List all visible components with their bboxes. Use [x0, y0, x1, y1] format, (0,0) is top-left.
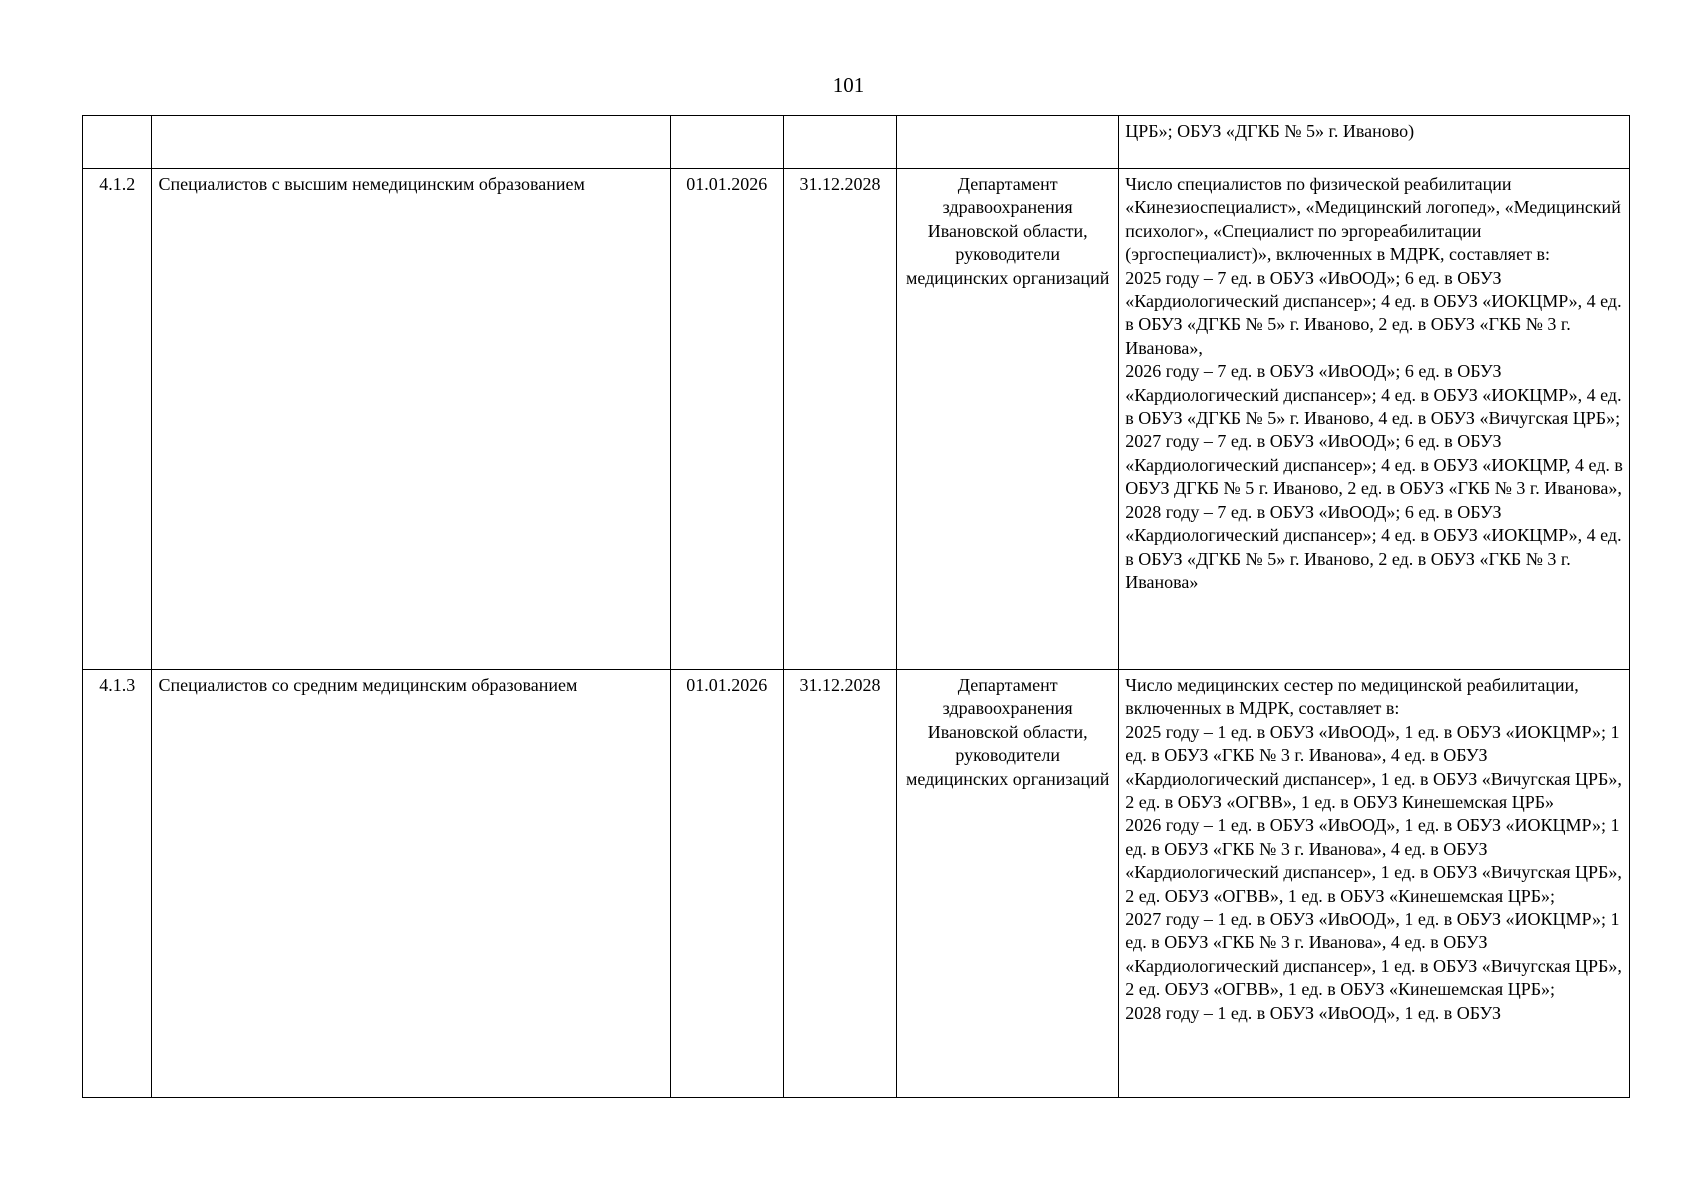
- row-number-cell: 4.1.3: [83, 670, 152, 1098]
- table-row: [83, 169, 1630, 670]
- table-row: [83, 670, 1630, 1098]
- result-paragraph: 2026 году – 7 ед. в ОБУЗ «ИвООД»; 6 ед. в ОБУЗ «Кардиологический диспансер»; 4 ед. в ОБУЗ «ИОКЦМР», 4 ед. в ОБУЗ «ДГКБ № 5» г. Иваново, 4 ед. в ОБУЗ «Вичугская ЦРБ»;: [1125, 361, 1622, 429]
- row-number-cell: [83, 116, 152, 169]
- result-paragraph: 2025 году – 7 ед. в ОБУЗ «ИвООД»; 6 ед. в ОБУЗ «Кардиологический диспансер»; 4 ед. в ОБУЗ «ИОКЦМР», 4 ед. в ОБУЗ «ДГКБ № 5» г. Иваново, 2 ед. в ОБУЗ «ГКБ № 3 г. Иванова»,: [1125, 267, 1622, 358]
- start-date-cell: 01.01.2026: [670, 670, 783, 1098]
- page-number: 101: [832, 73, 865, 97]
- result-paragraph: ЦРБ»; ОБУЗ «ДГКБ № 5» г. Иваново): [1125, 121, 1415, 141]
- result-paragraph: 2027 году – 1 ед. в ОБУЗ «ИвООД», 1 ед. в ОБУЗ «ИОКЦМР»; 1 ед. в ОБУЗ «ГКБ № 3 г. Иванова», 4 ед. в ОБУЗ «Кардиологический диспансер», 1 ед. в ОБУЗ «Вичугская ЦРБ», 2 ед. ОБУЗ «ОГВВ», 1 ед. в ОБУЗ «Кинешемская ЦРБ»;: [1125, 909, 1622, 1000]
- row-number-cell: 4.1.2: [83, 169, 152, 670]
- result-paragraph: 2028 году – 7 ед. в ОБУЗ «ИвООД»; 6 ед. в ОБУЗ «Кардиологический диспансер»; 4 ед. в ОБУЗ «ИОКЦМР», 4 ед. в ОБУЗ «ДГКБ № 5» г. Иваново, 2 ед. в ОБУЗ «ГКБ № 3 г. Иванова»: [1125, 501, 1622, 592]
- responsible-cell: Департамент здравоохранения Ивановской области, руководители медицинских организаций: [897, 670, 1119, 1098]
- result-cell: [1119, 116, 1630, 169]
- result-paragraph: 2025 году – 1 ед. в ОБУЗ «ИвООД», 1 ед. в ОБУЗ «ИОКЦМР»; 1 ед. в ОБУЗ «ГКБ № 3 г. Иванова», 4 ед. в ОБУЗ «Кардиологический диспансер», 1 ед. в ОБУЗ «Вичугская ЦРБ», 2 ед. в ОБУЗ «ОГВВ», 1 ед. в ОБУЗ Кинешемская ЦРБ»: [1125, 721, 1622, 813]
- result-paragraph: Число медицинских сестер по медицинской реабилитации, включенных в МДРК, составляет в:: [1125, 675, 1579, 719]
- plan-table: [82, 115, 1630, 1098]
- responsible-cell: [897, 116, 1119, 169]
- end-date-cell: 31.12.2028: [783, 670, 896, 1098]
- table-row: [83, 116, 1630, 169]
- result-paragraph: Число специалистов по физической реабилитации «Кинезиоспециалист», «Медицинский логопед», «Медицинский психолог», «Специалист по эргореабилитации (эргоспециалист)», включенных в МДРК, составляет в:: [1125, 174, 1621, 265]
- start-date-cell: [670, 116, 783, 169]
- result-paragraph: 2028 году – 1 ед. в ОБУЗ «ИвООД», 1 ед. в ОБУЗ: [1125, 1002, 1502, 1023]
- end-date-cell: [783, 116, 896, 169]
- activity-name-cell: Специалистов с высшим немедицинским образованием: [152, 169, 670, 670]
- result-paragraph: 2027 году – 7 ед. в ОБУЗ «ИвООД»; 6 ед. в ОБУЗ «Кардиологический диспансер»; 4 ед. в ОБУЗ «ИОКЦМР, 4 ед. в ОБУЗ ДГКБ № 5 г. Иваново, 2 ед. в ОБУЗ «ГКБ № 3 г. Иванова»,: [1125, 431, 1623, 499]
- end-date-cell: 31.12.2028: [783, 169, 896, 670]
- result-cell: [1119, 169, 1630, 670]
- responsible-cell: Департамент здравоохранения Ивановской области, руководители медицинских организаций: [897, 169, 1119, 670]
- activity-name-cell: [152, 116, 670, 169]
- result-paragraph: 2026 году – 1 ед. в ОБУЗ «ИвООД», 1 ед. в ОБУЗ «ИОКЦМР»; 1 ед. в ОБУЗ «ГКБ № 3 г. Иванова», 4 ед. в ОБУЗ «Кардиологический диспансер», 1 ед. в ОБУЗ «Вичугская ЦРБ», 2 ед. ОБУЗ «ОГВВ», 1 ед. в ОБУЗ «Кинешемская ЦРБ»;: [1125, 815, 1622, 906]
- result-cell: [1119, 670, 1630, 1098]
- activity-name-cell: Специалистов со средним медицинским образованием: [152, 670, 670, 1098]
- start-date-cell: 01.01.2026: [670, 169, 783, 670]
